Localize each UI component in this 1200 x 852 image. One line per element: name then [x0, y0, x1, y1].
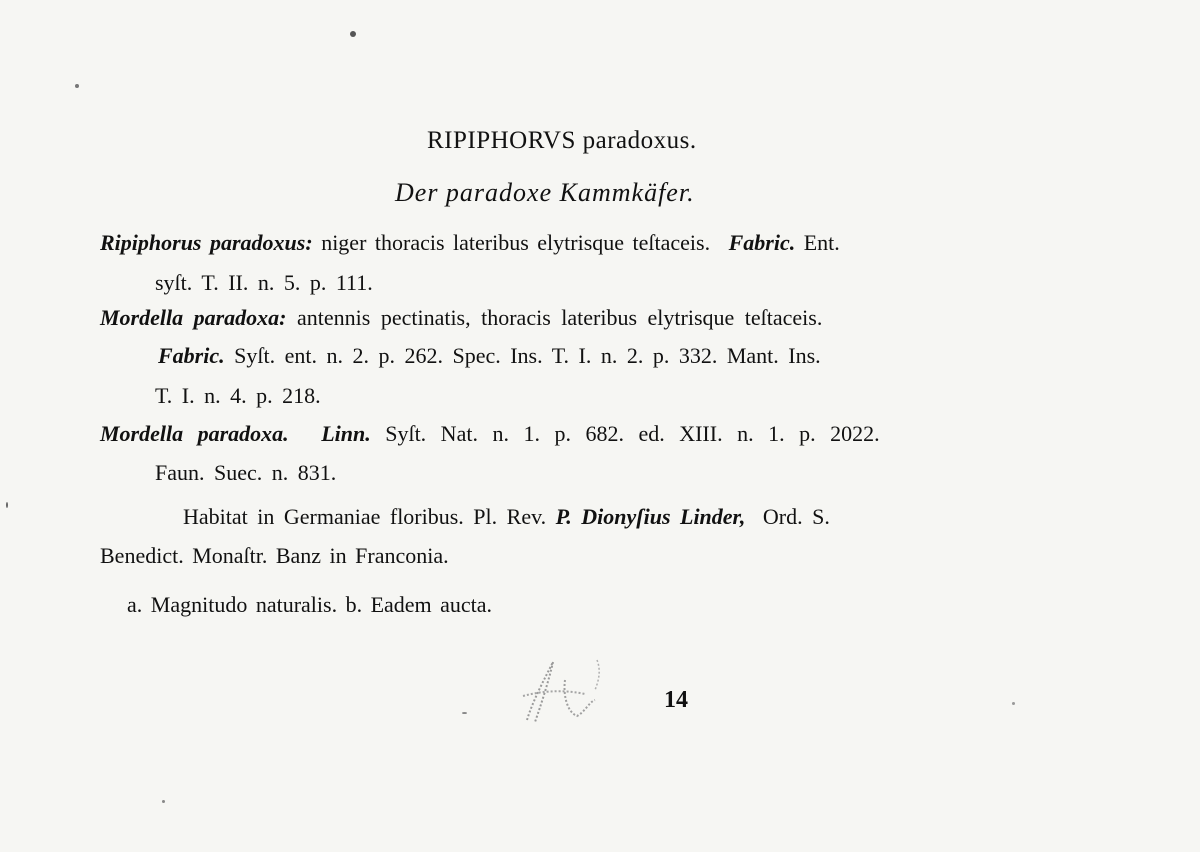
handwritten-mark — [505, 650, 615, 730]
entry-1-name: Ripiphorus paradoxus: — [100, 230, 313, 255]
entry-2-line-1 — [100, 307, 822, 329]
entry-1-line-2: syſt. T. II. n. 5. p. 111. — [155, 270, 373, 295]
entry-3-line-1 — [100, 423, 880, 445]
habitat-collector: P. Dionyſius Linder, — [555, 504, 746, 529]
entry-1-text: niger thoracis lateribus elytrisque teſtaceis. — [321, 230, 711, 255]
title-species: paradoxus. — [582, 127, 697, 154]
habitat-order: Ord. S. — [762, 504, 830, 529]
entry-2-line-3: T. I. n. 4. p. 218. — [155, 383, 321, 408]
entry-2-name: Mordella paradoxa: — [100, 305, 287, 330]
entry-1-ref: Fabric. — [728, 230, 796, 255]
habitat-line-2: Benedict. Monaſtr. Banz in Franconia. — [100, 543, 449, 568]
entry-3-text: Syſt. Nat. n. 1. p. 682. ed. XIII. n. 1. p. 2022. — [385, 421, 880, 446]
paper-speck — [75, 84, 79, 88]
entry-3-ref: Linn. — [321, 421, 371, 446]
habitat-line-1 — [183, 506, 830, 528]
entry-3-name: Mordella paradoxa. — [100, 421, 289, 446]
paper-speck — [1012, 702, 1015, 705]
entry-1-line-1 — [100, 232, 840, 254]
page-number: 14 — [664, 687, 688, 713]
title-genus: RIPIPHORVS — [427, 127, 576, 154]
paper-speck — [462, 712, 467, 714]
entry-2-line-2 — [158, 345, 821, 367]
entry-2-text: antennis pectinatis, thoracis lateribus elytrisque teſtaceis. — [297, 305, 823, 330]
page-subtitle: Der paradoxe Kammkäfer. — [395, 178, 695, 207]
habitat-text: Habitat in Germaniae floribus. Pl. Rev. — [183, 504, 547, 529]
figure-legend: a. Magnitudo naturalis. b. Eadem aucta. — [127, 592, 493, 617]
page-title — [427, 128, 697, 153]
paper-speck — [162, 800, 165, 803]
entry-2-ref: Fabric. — [158, 343, 225, 368]
entry-3-line-2: Faun. Suec. n. 831. — [155, 460, 337, 485]
paper-speck — [6, 502, 8, 508]
entry-2-citations: Syſt. ent. n. 2. p. 262. Spec. Ins. T. I. n. 2. p. 332. Mant. Ins. — [234, 343, 821, 368]
paper-speck — [350, 31, 356, 37]
entry-1-text2: Ent. — [803, 230, 840, 255]
